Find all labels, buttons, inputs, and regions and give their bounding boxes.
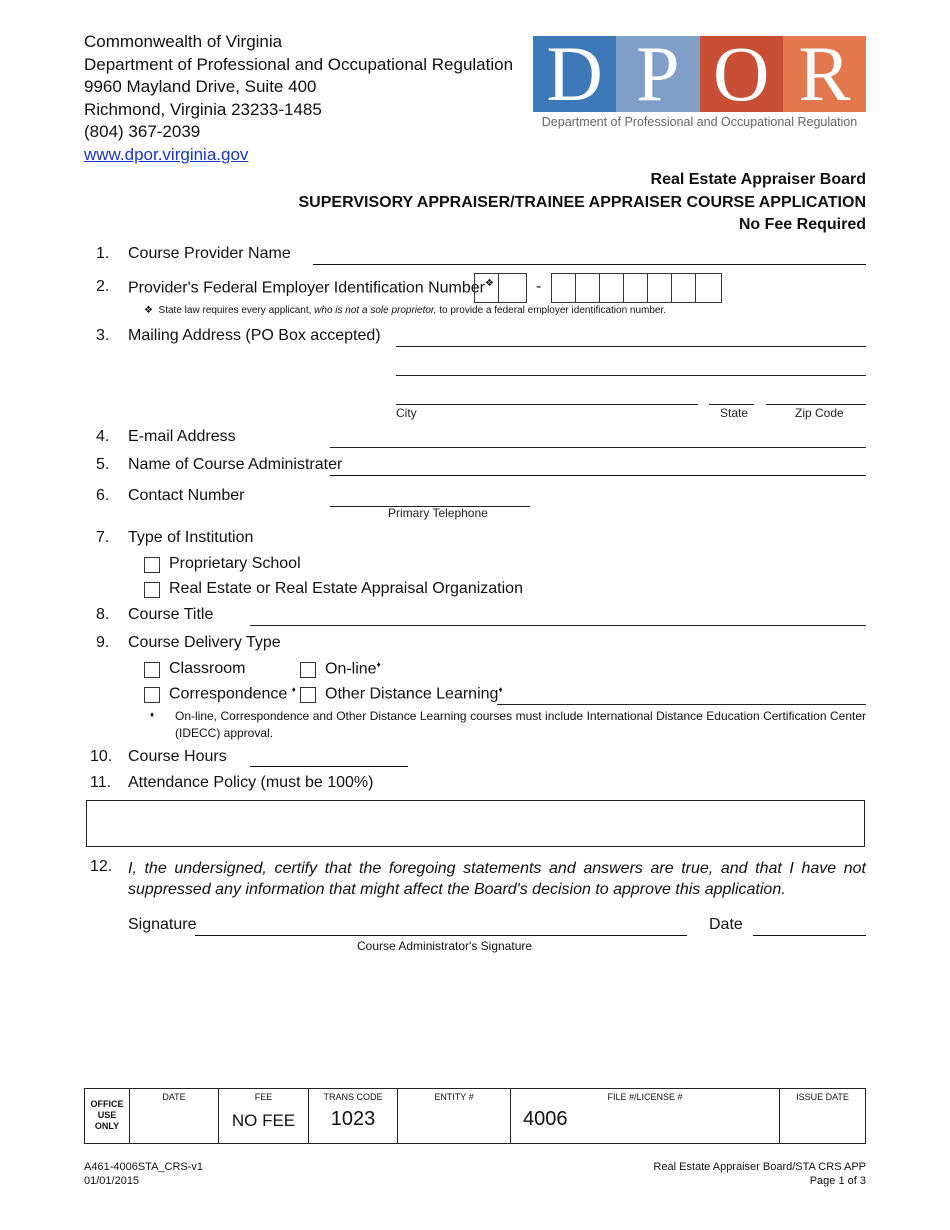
other-distance-checkbox[interactable] [300,687,316,703]
office-use-label: ONLY [94,1121,120,1131]
form-title-block [299,169,867,237]
course-hours-label: Course Hours [128,748,227,765]
correspondence-label [169,685,296,703]
course-title-label: Course Title [128,606,214,623]
city-input[interactable] [396,404,698,405]
online-label-text: On-line [325,660,377,678]
address-line: 9960 Mayland Drive, Suite 400 [84,77,317,96]
diamond-icon: ♦ [498,685,503,694]
correspondence-checkbox[interactable] [144,687,160,703]
correspondence-label-text: Correspondence [169,685,288,703]
website-link[interactable]: www.dpor.virginia.gov [84,144,249,164]
item-number: 7. [96,529,110,546]
board-name: Real Estate Appraiser Board [650,171,866,188]
certification-statement: I, the undersigned, certify that the foregoing statements and answers are true, and that I have not suppressed any information that might affect the Board's decision to approve this application. [128,860,866,898]
office-header: FILE #/LICENSE # [607,1092,683,1102]
institution-type-label: Type of Institution [128,529,254,546]
fein-note-italic: who is not a sole proprietor, [314,305,437,316]
office-header: DATE [162,1092,186,1102]
office-entity-cell [398,1089,511,1144]
course-provider-label: Course Provider Name [128,245,291,262]
fein-prefix-boxes[interactable] [474,273,527,303]
office-use-label: OFFICE [90,1099,124,1109]
office-use-label: USE [97,1110,117,1120]
item-number: 3. [96,327,110,344]
office-date-cell [130,1089,219,1144]
item-number: 9. [96,634,110,651]
item-number: 1. [96,245,110,262]
office-issue-date-cell [780,1089,866,1144]
zip-input[interactable] [766,404,866,405]
item-number: 10. [90,748,113,765]
date-label: Date [709,916,743,933]
office-use-label-cell [85,1089,130,1144]
online-checkbox[interactable] [300,662,316,678]
state-input[interactable] [709,404,754,405]
mailing-address-label: Mailing Address (PO Box accepted) [128,327,381,344]
diamond-icon: ♦ [376,660,381,669]
dpor-logo [533,36,866,132]
address-line: (804) 367-2039 [84,122,201,141]
attendance-policy-box[interactable] [86,800,865,847]
fee-note: No Fee Required [738,216,866,233]
item-number: 2. [96,278,110,295]
course-provider-input[interactable] [313,264,866,265]
classroom-checkbox[interactable] [144,662,160,678]
page-number: Page 1 of 3 [809,1175,866,1187]
fein-note-suffix: to provide a federal employer identification number. [436,305,667,316]
logo-letter-o: O [700,36,783,112]
address-line2-input[interactable] [396,375,866,376]
phone-caption: Primary Telephone [388,506,488,520]
office-value: 4006 [523,1108,568,1130]
other-distance-label [325,685,503,703]
item-number: 6. [96,487,110,504]
form-title: SUPERVISORY APPRAISER/TRAINEE APPRAISER COURSE APPLICATION [298,193,866,211]
date-input[interactable] [753,935,866,936]
fein-label-text: Provider's Federal Employer Identification Number [128,279,485,297]
footer-right [653,1160,866,1188]
logo-subtitle: Department of Professional and Occupational Regulation [541,115,858,129]
diamond-icon: ♦ [291,685,296,694]
zip-caption: Zip Code [795,406,844,420]
fein-mark: ❖ [484,278,494,289]
address-line: Commonwealth of Virginia [84,32,283,51]
office-use-table [84,1088,866,1144]
email-label: E-mail Address [128,428,236,445]
proprietary-school-label: Proprietary School [169,555,301,572]
logo-letter-d: D [533,36,616,112]
footer-left [84,1160,203,1188]
diamond-icon: ♦ [150,710,155,719]
office-trans-code-cell [309,1089,398,1144]
fein-note-mark: ❖ [144,305,153,316]
state-caption: State [720,406,749,420]
fein-note [144,305,666,316]
administrator-label: Name of Course Administrater [128,456,343,473]
office-value: NO FEE [231,1111,296,1130]
board-ref: Real Estate Appraiser Board/STA CRS APP [653,1161,866,1173]
course-title-input[interactable] [250,625,866,626]
office-file-cell [511,1089,780,1144]
signature-input[interactable] [195,935,687,936]
delivery-type-label: Course Delivery Type [128,634,281,651]
item-number: 8. [96,606,110,623]
fein-note-text: State law requires every applicant, [158,305,315,316]
office-header: FEE [254,1092,273,1102]
email-input[interactable] [330,447,866,448]
real-estate-org-label: Real Estate or Real Estate Appraisal Organization [169,580,523,597]
signature-label: Signature [128,916,197,933]
online-label [325,660,381,678]
address-line: Richmond, Virginia 23233-1485 [84,99,322,119]
administrator-input[interactable] [330,475,866,476]
real-estate-org-checkbox[interactable] [144,582,160,598]
logo-letter-p: P [616,36,699,112]
idecc-note: On-line, Correspondence and Other Distance Learning courses must include International Distance Education Certification Center (IDECC) approval. [175,709,866,740]
course-hours-input[interactable] [250,766,408,767]
office-header: ENTITY # [434,1092,474,1102]
proprietary-school-checkbox[interactable] [144,557,160,573]
item-number: 4. [96,428,110,445]
office-fee-cell [219,1089,309,1144]
item-number: 11. [90,774,112,791]
office-header: ISSUE DATE [796,1092,849,1102]
contact-number-label: Contact Number [128,487,245,504]
office-header: TRANS CODE [323,1092,383,1102]
address-line: Department of Professional and Occupational Regulation [84,54,514,74]
classroom-label: Classroom [169,660,246,677]
form-date: 01/01/2015 [84,1175,140,1187]
other-distance-label-text: Other Distance Learning [325,685,499,703]
fein-suffix-boxes[interactable] [551,273,722,303]
agency-address [84,31,513,166]
office-value: 1023 [330,1108,376,1130]
fein-label [128,278,494,297]
form-id: A461-4006STA_CRS-v1 [84,1161,204,1173]
city-caption: City [396,406,417,420]
other-distance-input[interactable] [497,704,866,705]
item-number: 5. [96,456,110,473]
fein-dash: - [536,278,542,295]
signature-caption: Course Administrator's Signature [357,939,533,953]
item-number: 12. [90,858,113,875]
address-line1-input[interactable] [396,346,866,347]
logo-letter-r: R [783,36,866,112]
attendance-policy-label: Attendance Policy (must be 100%) [128,774,374,791]
